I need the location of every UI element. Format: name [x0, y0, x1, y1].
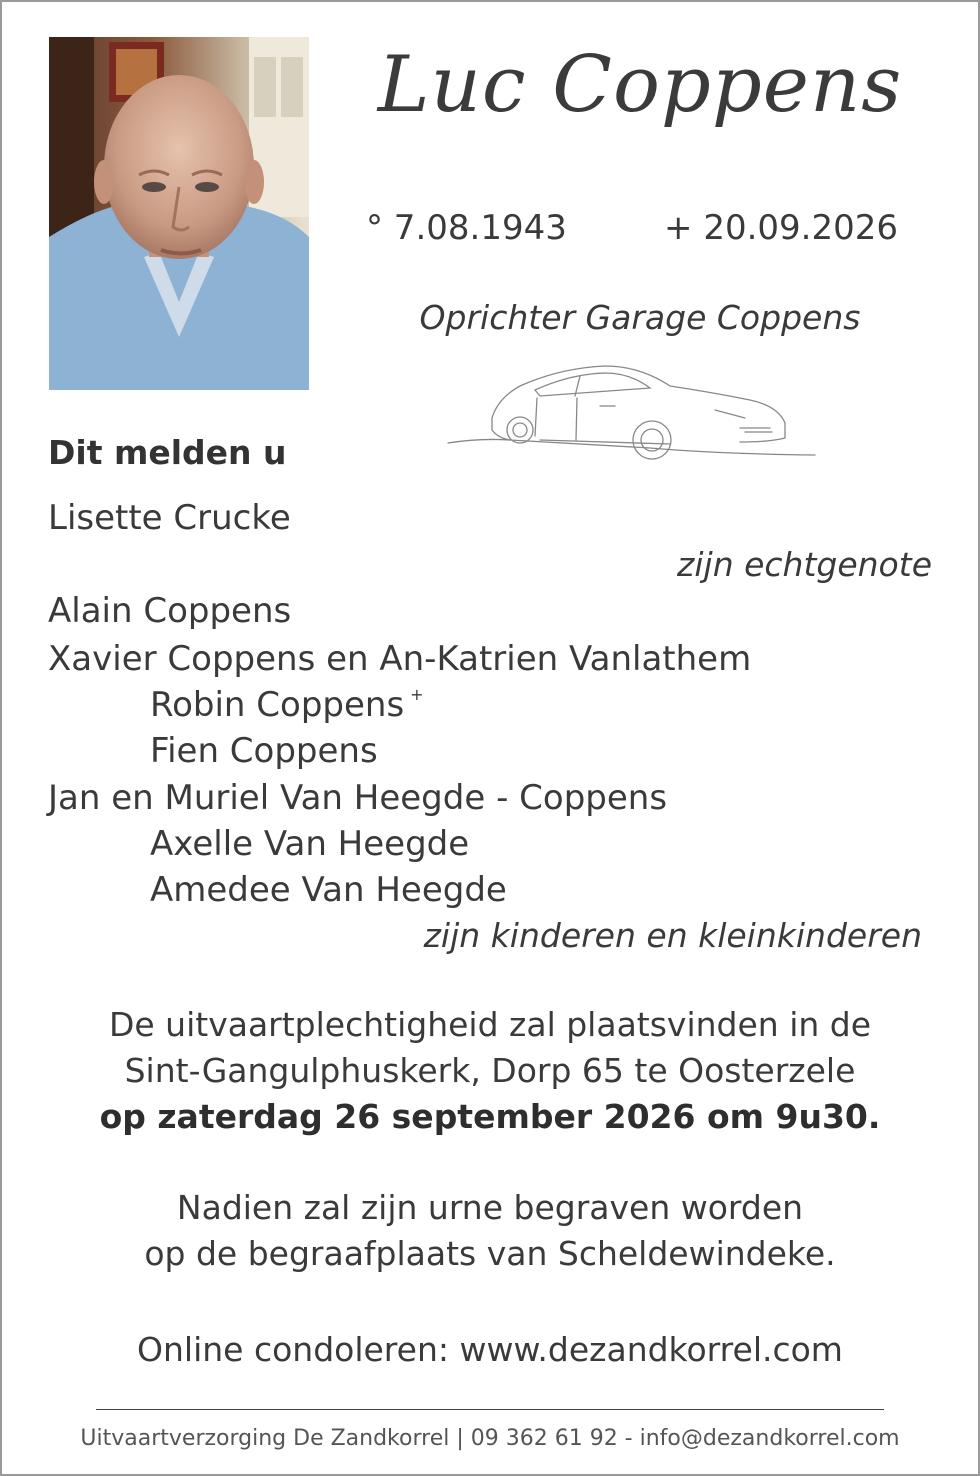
footer-divider — [96, 1409, 884, 1410]
spouse-relation: zijn echtgenote — [677, 545, 932, 584]
death-date: + 20.09.2026 — [664, 208, 898, 248]
family-member — [150, 870, 507, 910]
family-member-name: Alain Coppens — [48, 591, 292, 631]
family-member-name: Axelle Van Heegde — [150, 823, 470, 864]
ceremony-line-1: De uitvaartplechtigheid zal plaatsvinden in de — [108, 1005, 872, 1044]
family-member — [150, 685, 424, 725]
burial-line-1: Nadien zal zijn urne begraven worden — [176, 1188, 804, 1227]
family-member — [48, 778, 667, 818]
family-member — [150, 824, 469, 864]
footer-contact: Uitvaartverzorging De Zandkorrel | 09 362 61 92 - info@dezandkorrel.com — [80, 1426, 900, 1451]
intro-text: Dit melden u — [48, 433, 287, 472]
family-member-name: Jan en Muriel Van Heegde - Coppens — [48, 777, 668, 818]
ceremony-line-2: Sint-Gangulphuskerk, Dorp 65 te Oosterzele — [124, 1051, 856, 1090]
burial-line-2: op de begraafplaats van Scheldewindeke. — [144, 1234, 836, 1273]
car-sketch-icon — [440, 358, 820, 473]
family-member-name: Robin Coppens — [150, 685, 405, 726]
family-member — [48, 591, 291, 631]
family-member-name: Xavier Coppens en An-Katrien Vanlathem — [48, 639, 752, 679]
portrait-photo — [49, 37, 309, 390]
family-member-name: Amedee Van Heegde — [150, 870, 507, 910]
family-member — [48, 639, 751, 679]
birth-date: ° 7.08.1943 — [366, 208, 567, 248]
online-condolences: Online condoleren: www.dezandkorrel.com — [137, 1330, 843, 1369]
deceased-title: Oprichter Garage Coppens — [419, 298, 861, 337]
ceremony-date: op zaterdag 26 september 2026 om 9u30. — [99, 1097, 881, 1136]
family-member — [150, 731, 378, 771]
deceased-mark: + — [410, 685, 424, 705]
spouse-name: Lisette Crucke — [48, 498, 291, 538]
deceased-name: Luc Coppens — [377, 40, 903, 130]
family-member-name: Fien Coppens — [150, 731, 378, 772]
children-relation: zijn kinderen en kleinkinderen — [423, 916, 922, 955]
